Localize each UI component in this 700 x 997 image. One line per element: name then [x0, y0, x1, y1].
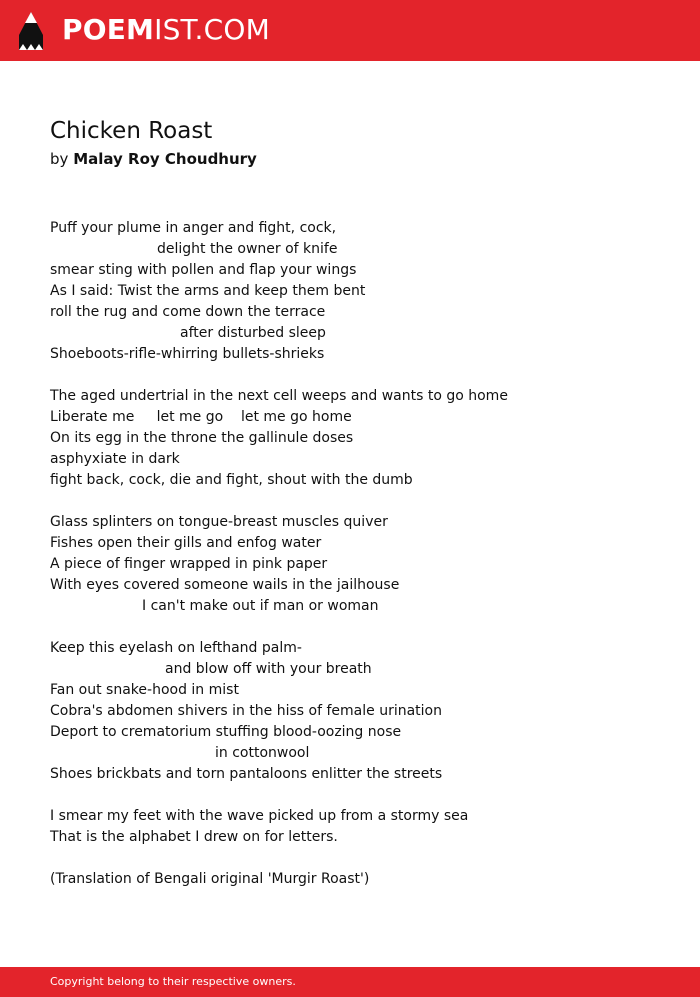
- pencil-icon[interactable]: [18, 11, 44, 51]
- site-footer: [0, 967, 700, 997]
- stanza: [50, 386, 670, 491]
- poem-line: I smear my feet with the wave picked up from a stormy sea: [50, 808, 469, 824]
- poem-line: fight back, cock, die and fight, shout with the dumb: [50, 472, 413, 488]
- site-logo-text[interactable]: [62, 13, 270, 47]
- poem-line: On its egg in the throne the gallinule doses: [50, 430, 354, 446]
- stanza-gap: [50, 848, 670, 869]
- poem-line: Cobra's abdomen shivers in the hiss of female urination: [50, 703, 442, 719]
- author-name[interactable]: Malay Roy Choudhury: [73, 150, 257, 168]
- stanza: [50, 806, 670, 848]
- poem-line: That is the alphabet I drew on for letters.: [50, 829, 338, 845]
- stanza-gap: [50, 365, 670, 386]
- poem-line: in cottonwool: [215, 745, 310, 761]
- poem-line: Shoeboots-rifle-whirring bullets-shrieks: [50, 346, 325, 362]
- poem-line: Fishes open their gills and enfog water: [50, 535, 322, 551]
- poem-line: Glass splinters on tongue-breast muscles quiver: [50, 514, 388, 530]
- stanza-gap: [50, 491, 670, 512]
- stanza-gap: [50, 617, 670, 638]
- site-header: [0, 0, 700, 61]
- stanza: [50, 218, 670, 365]
- poem-line: and blow off with your breath: [165, 661, 372, 677]
- poem-line: Deport to crematorium stuffing blood-oozing nose: [50, 724, 402, 740]
- poem-line: The aged undertrial in the next cell weeps and wants to go home: [50, 388, 508, 404]
- stanza-gap: [50, 785, 670, 806]
- by-label: by: [50, 150, 69, 168]
- poem-line: delight the owner of knife: [157, 241, 338, 257]
- poem-line: A piece of finger wrapped in pink paper: [50, 556, 328, 572]
- poem-line: after disturbed sleep: [180, 325, 326, 341]
- poem-line: smear sting with pollen and flap your wings: [50, 262, 357, 278]
- poem-body: [50, 218, 670, 890]
- byline: [50, 149, 257, 169]
- poem-line: Shoes brickbats and torn pantaloons enlitter the streets: [50, 766, 443, 782]
- stanza: [50, 638, 670, 785]
- poem-line: Puff your plume in anger and fight, cock,: [50, 220, 337, 236]
- poem-line: As I said: Twist the arms and keep them bent: [50, 283, 366, 299]
- poem-line: I can't make out if man or woman: [142, 598, 379, 614]
- poem-line: Fan out snake-hood in mist: [50, 682, 239, 698]
- brand-bold: POEM: [62, 13, 155, 46]
- poem-line: Keep this eyelash on lefthand palm-: [50, 640, 302, 656]
- poem-line: asphyxiate in dark: [50, 451, 180, 467]
- stanza: [50, 512, 670, 617]
- copyright-text: Copyright belong to their respective owners.: [50, 975, 296, 988]
- poem-title: Chicken Roast: [50, 118, 213, 144]
- poem-line: Liberate me let me go let me go home: [50, 409, 352, 425]
- poem-line: With eyes covered someone wails in the jailhouse: [50, 577, 400, 593]
- stanza: [50, 869, 670, 890]
- brand-light: IST.COM: [154, 13, 270, 46]
- poem-line: (Translation of Bengali original 'Murgir Roast'): [50, 871, 370, 887]
- poem-line: roll the rug and come down the terrace: [50, 304, 326, 320]
